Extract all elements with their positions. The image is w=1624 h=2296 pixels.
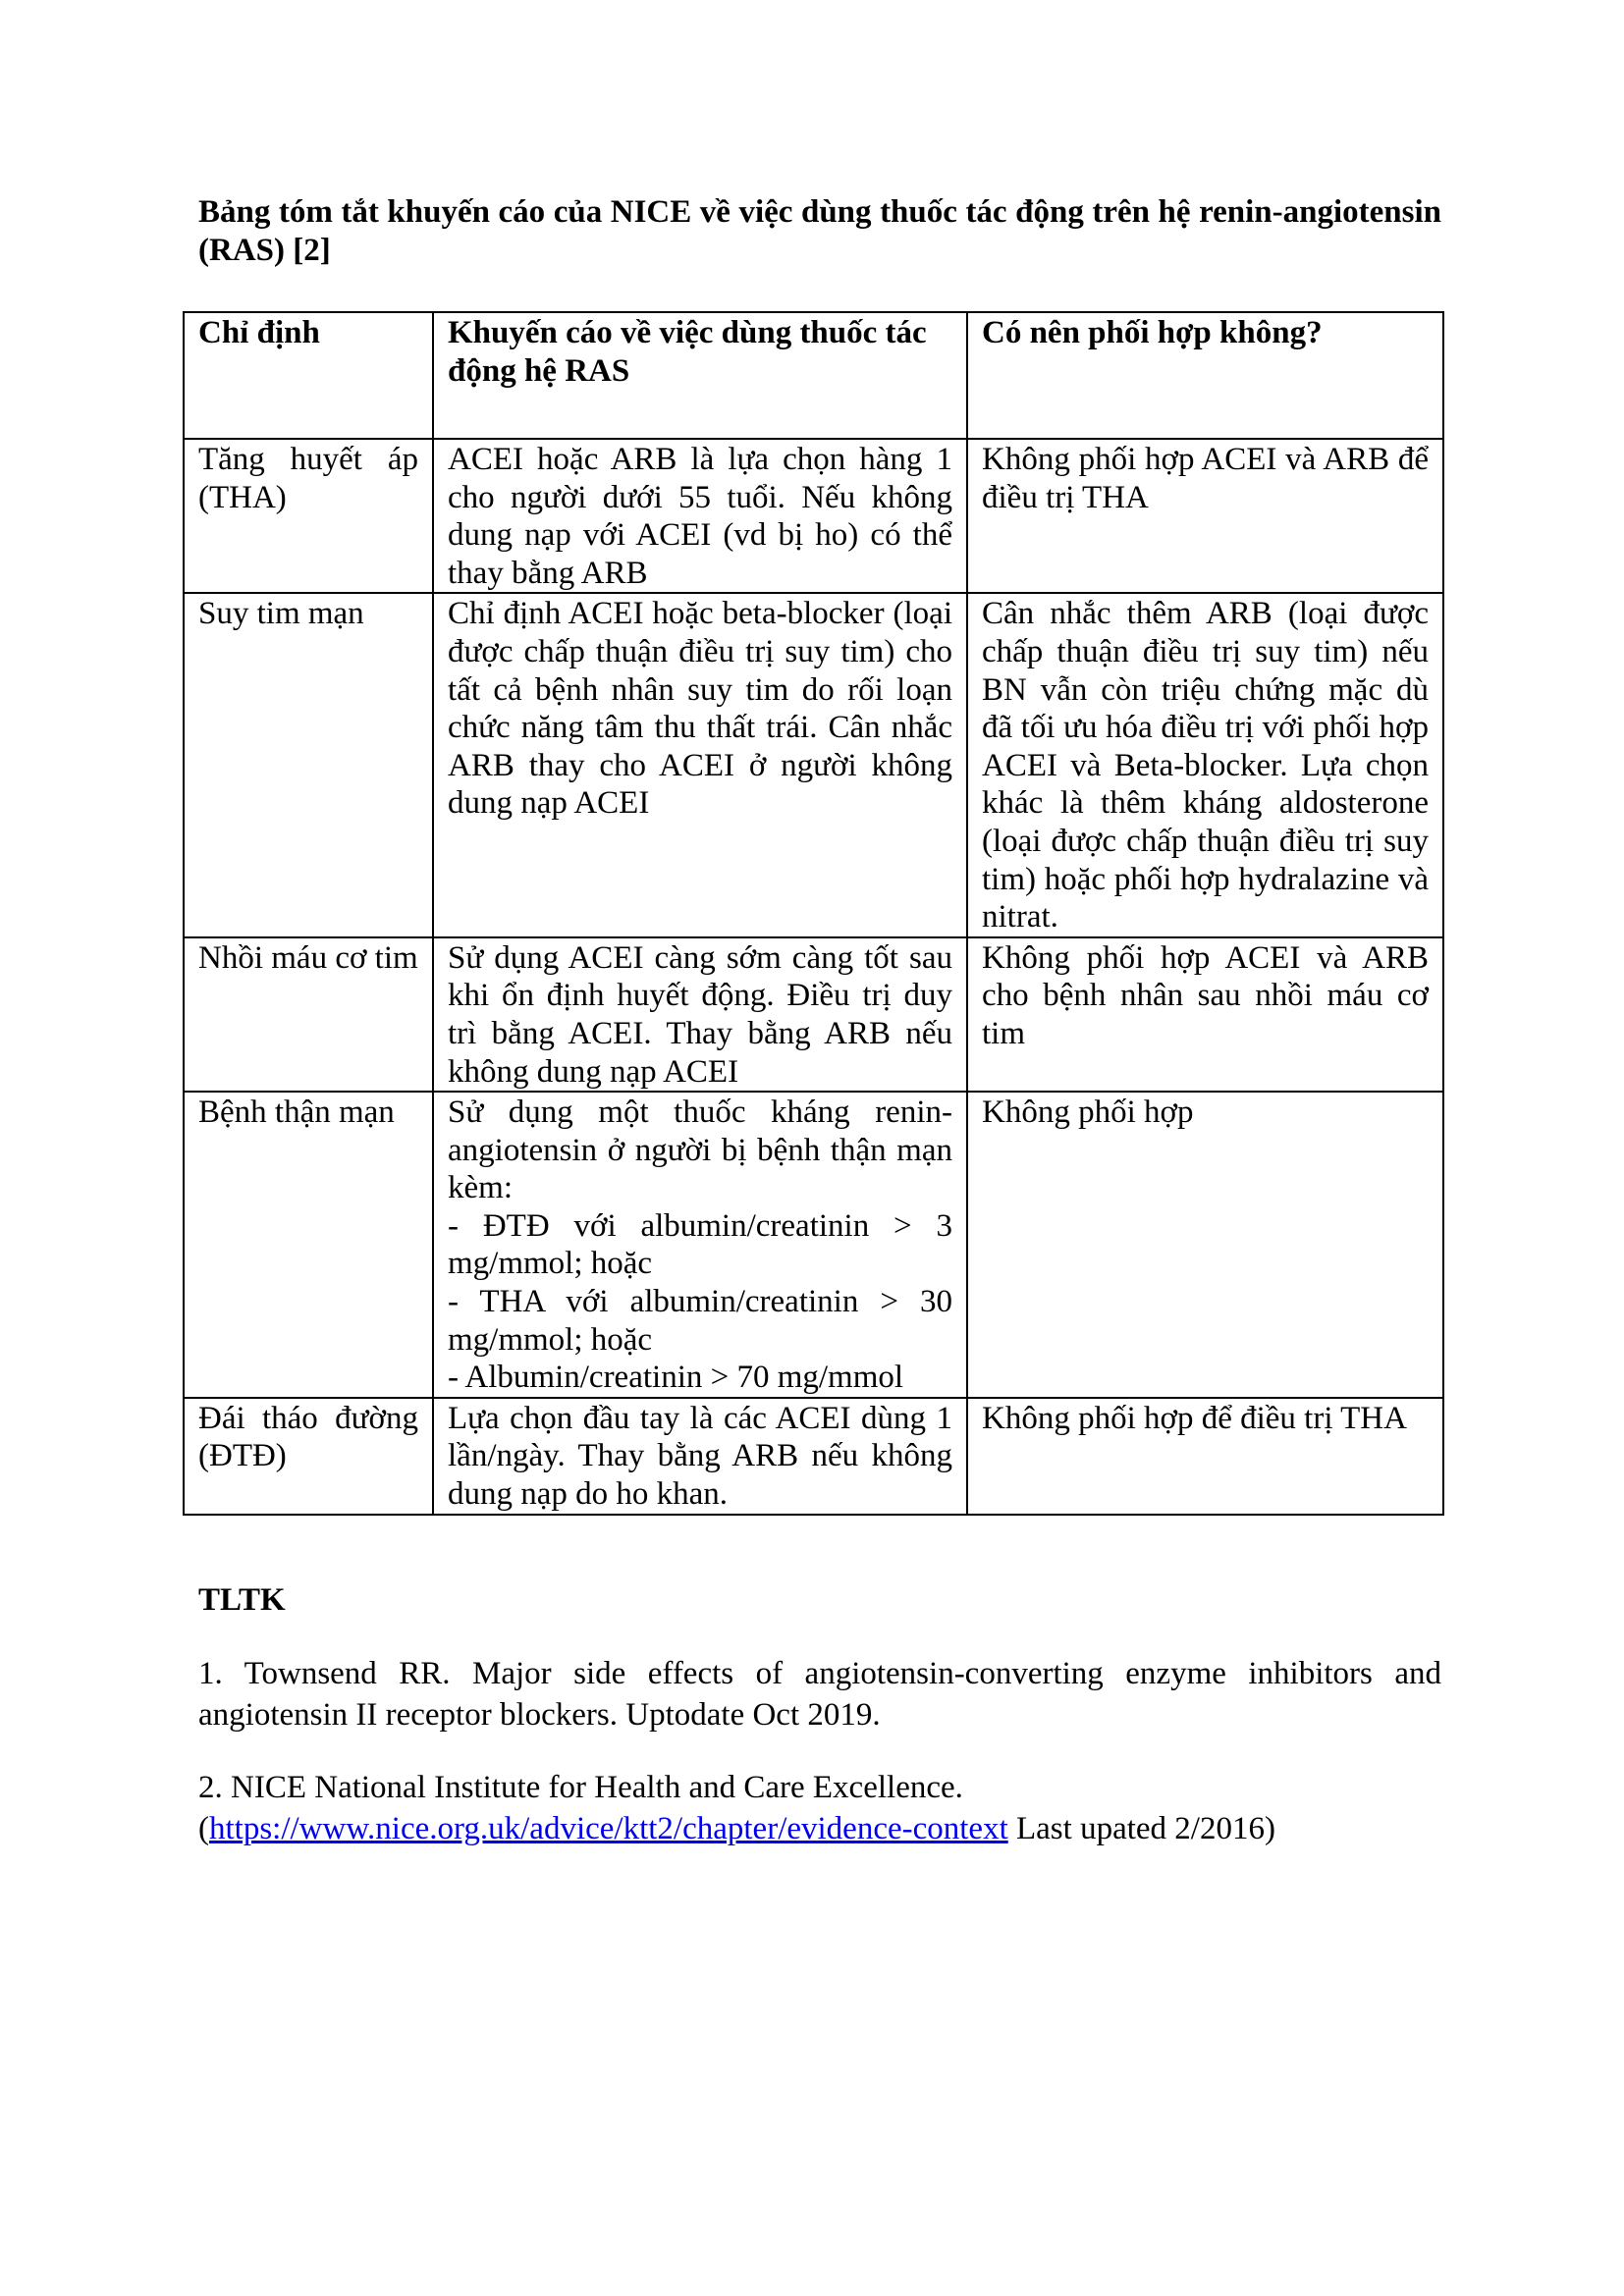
cell-indication: Nhồi máu cơ tim <box>184 937 433 1092</box>
cell-combination: Cân nhắc thêm ARB (loại được chấp thuận điều trị suy tim) nếu BN vẫn còn triệu chứng mặc dù đã tối ưu hóa điều trị với phối hợp ACEI và Beta-blocker. Lựa chọn khác là thêm kháng aldosterone (loại được chấp thuận điều trị suy tim) hoặc phối hợp hydralazine và nitrat. <box>967 593 1443 936</box>
reference-2-text: 2. NICE National Institute for Health and Care Excellence. <box>198 1770 963 1805</box>
recommendation-intro: Sử dụng một thuốc kháng renin-angiotensin ở người bị bệnh thận mạn kèm: <box>448 1095 952 1206</box>
reference-2-suffix: Last upated 2/2016) <box>1007 1811 1275 1846</box>
cell-combination: Không phối hợp ACEI và ARB để điều trị THA <box>967 439 1443 593</box>
cell-indication: Đái tháo đường (ĐTĐ) <box>184 1398 433 1515</box>
header-indication: Chỉ định <box>184 312 433 439</box>
cell-recommendation: ACEI hoặc ARB là lựa chọn hàng 1 cho người dưới 55 tuổi. Nếu không dung nạp với ACEI (vd bị ho) có thể thay bằng ARB <box>433 439 967 593</box>
table-row <box>184 593 1443 936</box>
header-combination: Có nên phối hợp không? <box>967 312 1443 439</box>
header-recommendation: Khuyến cáo về việc dùng thuốc tác động hệ RAS <box>433 312 967 439</box>
references-heading: TLTK <box>198 1582 286 1618</box>
recommendation-item: - Albumin/creatinin > 70 mg/mmol <box>448 1360 904 1396</box>
cell-indication: Suy tim mạn <box>184 593 433 936</box>
cell-combination: Không phối hợp ACEI và ARB cho bệnh nhân sau nhồi máu cơ tim <box>967 937 1443 1092</box>
cell-combination: Không phối hợp để điều trị THA <box>967 1398 1443 1515</box>
cell-recommendation: Sử dụng ACEI càng sớm càng tốt sau khi ổn định huyết động. Điều trị duy trì bằng ACEI. Thay bằng ARB nếu không dung nạp ACEI <box>433 937 967 1092</box>
recommendation-item: - ĐTĐ với albumin/creatinin > 3 mg/mmol; hoặc <box>448 1207 952 1282</box>
reference-2 <box>198 1767 1441 1849</box>
table-row <box>184 937 1443 1092</box>
recommendation-item: - THA với albumin/creatinin > 30 mg/mmol; hoặc <box>448 1284 952 1358</box>
table-header-row <box>184 312 1443 439</box>
cell-recommendation: Chỉ định ACEI hoặc beta-blocker (loại được chấp thuận điều trị suy tim) cho tất cả bệnh nhân suy tim do rối loạn chức năng tâm thu thất trái. Cân nhắc ARB thay cho ACEI ở người không dung nạp ACEI <box>433 593 967 936</box>
document-title: Bảng tóm tắt khuyến cáo của NICE về việc dùng thuốc tác động trên hệ renin-angiotensin (RAS) [2] <box>198 194 1441 268</box>
table-row <box>184 1092 1443 1398</box>
cell-recommendation <box>433 1092 967 1398</box>
table-row <box>184 1398 1443 1515</box>
table-row <box>184 439 1443 593</box>
cell-recommendation: Lựa chọn đầu tay là các ACEI dùng 1 lần/ngày. Thay bằng ARB nếu không dung nạp do ho khan. <box>433 1398 967 1515</box>
cell-combination: Không phối hợp <box>967 1092 1443 1398</box>
reference-2-link[interactable]: https://www.nice.org.uk/advice/ktt2/chapter/evidence-context <box>209 1811 1008 1846</box>
reference-1: 1. Townsend RR. Major side effects of angiotensin-converting enzyme inhibitors and angiotensin II receptor blockers. Uptodate Oct 2019. <box>198 1656 1441 1733</box>
cell-indication: Tăng huyết áp (THA) <box>184 439 433 593</box>
reference-2-open-paren: ( <box>198 1811 209 1846</box>
recommendation-table <box>183 311 1444 1516</box>
cell-indication: Bệnh thận mạn <box>184 1092 433 1398</box>
